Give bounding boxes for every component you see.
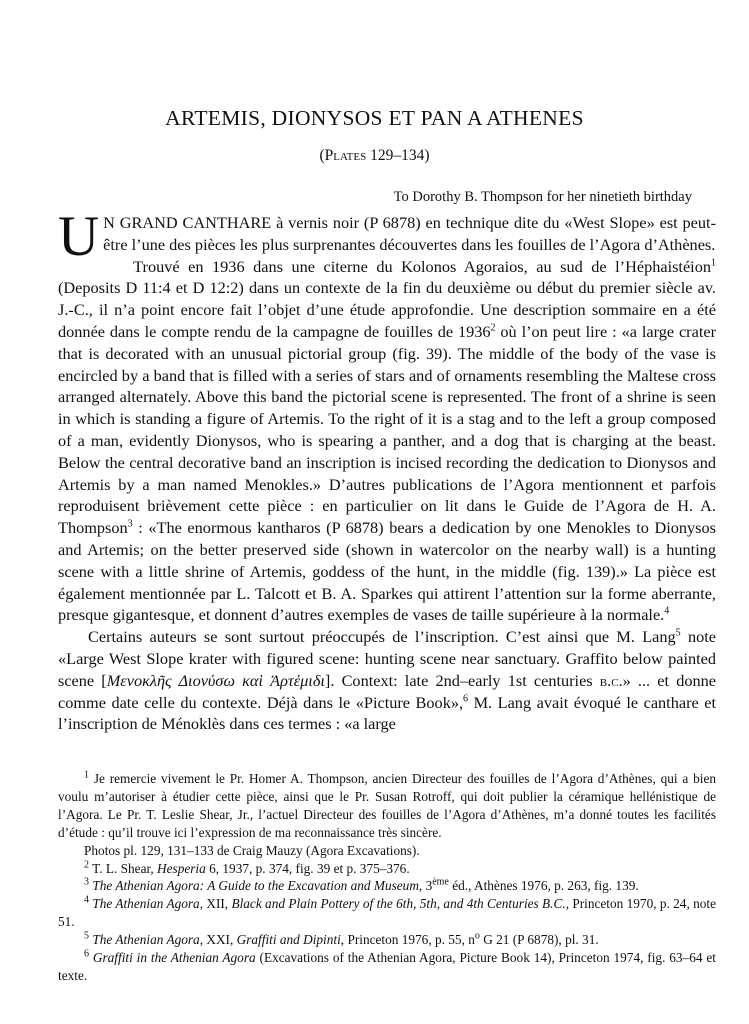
footnote-text: Je remercie vivement le Pr. Homer A. Thompson, ancien Directeur des fouilles de l’Agora d’Athènes, qui a bien voulu m’autoriser à étudier cette pièce, ainsi que le Pr. Susan Rotroff, qui doit publier la céramique hellénistique de l’Agora. Le Pr. T. Leslie Shear, Jr., l’actuel Directeur des fouilles de l’Agora d’Athènes, m’a donné toutes les facilités d’étude : qu’il trouve ici l’expression de ma reconnaissance très sincère.	[58, 771, 716, 840]
footnote-text: , XII,	[199, 896, 232, 912]
footnote-number: 3	[84, 877, 89, 889]
footnote-2	[58, 860, 716, 878]
footnote-6	[58, 949, 716, 985]
p2-segment: (Deposits D 11:4 et D 12:2) dans un contexte de la fin du deuxième ou début du premier siècle av. J.-C., il n’a point encore fait l’objet d’une étude approfondie. Une description sommaire en a été donnée dans le compte rendu de la campagne de fouilles de 1936	[58, 278, 716, 341]
p2-segment: : «The enormous kantharos (P 6878) bears a dedication by one Menokles to Dionysos and Artemis; on the better preserved side (shown in watercolor on the nearby wall) is a hunting scene with a little shrine of Artemis, goddess of the hunt, in the middle (fig. 139).» La pièce est également mentionnée par L. Talcott et B. A. Sparkes qui attirent l’attention sur la forme aberrante, presque gigantesque, et donnent d’autres exemples de vases de taille supérieure à la normale.	[58, 518, 716, 625]
footnote-italic: Hesperia	[157, 860, 206, 876]
footnote-text: T. L. Shear,	[89, 860, 158, 876]
footnote-ref-1[interactable]: 1	[711, 257, 716, 269]
footnote-italic: The Athenian Agora: A Guide to the Excavation and Museum	[89, 878, 419, 894]
bc-abbrev: b.c.	[599, 670, 623, 690]
footnote-text: , 3	[418, 878, 433, 894]
footnote-text: 6, 1937, p. 374, fig. 39 et p. 375–376.	[205, 860, 410, 876]
p3-segment: » ... et donne comme date celle du contexte. Déjà dans le «Picture Book»,	[58, 670, 716, 712]
plates-reference	[0, 147, 749, 165]
footnote-italic: Black and Plain Pottery of the 6th, 5th, and 4th Centuries B.C.	[231, 896, 566, 912]
footnote-italic: Graffiti in the Athenian Agora	[89, 950, 256, 966]
footnote-5	[58, 931, 716, 949]
footnotes	[58, 770, 716, 985]
footnote-number: 2	[84, 859, 89, 871]
article-body	[58, 205, 717, 735]
footnote-sup: o	[474, 930, 480, 942]
p3-segment: ]. Context: late 2nd–early 1st centuries	[324, 670, 600, 690]
plates-text: (Plates 129–134)	[319, 147, 430, 164]
paragraph-3	[58, 626, 716, 735]
footnote-number: 4	[84, 894, 89, 906]
p3-segment: M. Lang avait évoqué le canthare et l’inscription de Ménoklès dans ces termes : «a large	[58, 692, 716, 734]
footnote-text: G 21 (P 6878), pl. 31.	[479, 932, 599, 948]
footnote-italic: The Athenian Agora	[89, 896, 200, 912]
article-title: ARTEMIS, DIONYSOS ET PAN A ATHENES	[165, 106, 584, 130]
footnote-ref-6[interactable]: 6	[463, 693, 469, 705]
footnote-text: , XXI,	[199, 932, 237, 948]
greek-inscription: Μενοκλῆς Διονύσω καὶ Ἀρτέμιδι	[106, 670, 325, 690]
footnote-text: , Princeton 1976, p. 55, n	[340, 932, 475, 948]
footnote-number: 6	[84, 948, 89, 960]
footnote-3	[58, 877, 716, 895]
p3-segment: Certains auteurs se sont surtout préoccupés de l’inscription. C’est ainsi que M. Lang	[88, 627, 676, 647]
footnote-italic: Graffiti and Dipinti	[236, 932, 341, 948]
footnote-text: (Excavations of the Athenian Agora, Picture Book 14), Princeton 1974, fig. 63–64 et texte.	[58, 950, 716, 983]
footnote-italic: The Athenian Agora	[89, 932, 200, 948]
paragraph-1-lead: N GRAND CANTHARE	[103, 213, 272, 232]
p2-segment: Trouvé en 1936 dans une citerne du Kolonos Agoraios, au sud de l’Héphaistéion	[133, 256, 711, 276]
paragraph-2	[58, 256, 716, 627]
footnote-ref-2[interactable]: 2	[490, 322, 496, 334]
footnote-1	[58, 770, 716, 842]
footnote-ref-5[interactable]: 5	[675, 627, 681, 639]
footnote-number: 1	[84, 769, 89, 781]
dedication: To Dorothy B. Thompson for her ninetieth birthday	[393, 189, 692, 205]
photo-credit: Photos pl. 129, 131–133 de Craig Mauzy (Agora Excavations).	[84, 842, 420, 858]
drop-cap: U	[58, 205, 100, 268]
paragraph-1-text: à vernis noir (P 6878) en technique dite du «West Slope» est peut-être l’une des pièces les plus surprenantes découvertes dans les fouilles de l’Agora d’Athènes.	[103, 213, 716, 254]
p2-segment: où l’on peut lire : «a large crater that is decorated with an unusual pictorial group (fig. 39). The middle of the body of the vase is encircled by a band that is filled with a series of stars and of ornaments resembling the Maltese cross arranged alternately. Above this band the pictorial scene is represented. The front of a shrine is seen in which is standing a figure of Artemis. To the right of it is a stag and to the left a group composed of a man, evidently Dionysos, who is spearing a panther, and a dog that is charging at the beast. Below the central decorative band an inscription is incised recording the dedication to Dionysos and Artemis by a man named Menokles.» D’autres publications de l’Agora mentionnent et parfois reproduisent brièvement cette pièce : en particulier on lit dans le Guide de l’Agora de H. A. Thompson	[58, 321, 716, 538]
footnote-text: , Princeton 1970, p. 24, note 51.	[58, 896, 716, 930]
footnote-ref-3[interactable]: 3	[127, 518, 133, 530]
p3-segment: note «Large West Slope krater with figured scene: hunting scene near sanctuary. Graffito below painted scene [	[58, 627, 717, 690]
footnote-4	[58, 895, 716, 931]
footnote-number: 5	[84, 930, 89, 942]
footnote-sup: ème	[432, 877, 449, 889]
footnote-ref-4[interactable]: 4	[664, 605, 670, 617]
footnote-text: éd., Athènes 1976, p. 263, fig. 139.	[448, 878, 639, 894]
